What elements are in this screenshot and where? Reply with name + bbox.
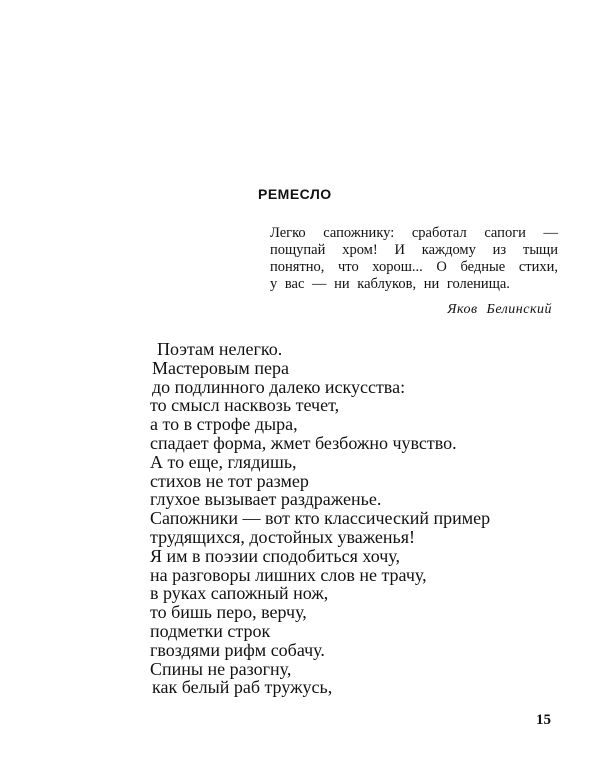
poem-body xyxy=(150,340,490,697)
page-number: 15 xyxy=(536,712,551,728)
epigraph xyxy=(270,225,558,293)
poem-line: спадает форма, жмет безбожно чувство. xyxy=(150,432,457,453)
poem-line: подметки строк xyxy=(150,620,271,641)
poem-line: как белый раб тружусь, xyxy=(152,677,333,698)
poem-line: гвоздями рифм собачу. xyxy=(150,639,325,660)
poem-line: а то в строфе дыра, xyxy=(150,414,298,435)
poem-title: РЕМЕСЛО xyxy=(258,186,332,202)
poem-line: Сапожники — вот кто классический пример xyxy=(150,508,491,529)
poem-line: Спины не разогну, xyxy=(150,658,292,679)
poem-line: трудящихся, достойных уваженья! xyxy=(150,526,416,547)
epigraph-line: Легко сапожнику: сработал сапоги — xyxy=(270,225,558,241)
poem-line: Мастеровым пера xyxy=(152,357,289,378)
epigraph-line: понятно, что хорош... О бедные стихи, xyxy=(270,259,558,275)
poem-line: А то еще, глядишь, xyxy=(150,451,297,472)
poem-line: на разговоры лишних слов не трачу, xyxy=(150,564,427,585)
epigraph-author: Яков Белинский xyxy=(447,302,552,317)
poem-line: до подлинного далеко искусства: xyxy=(152,376,406,397)
poem-line: Поэтам нелегко. xyxy=(157,339,283,359)
poem-line: стихов не тот размер xyxy=(150,470,309,491)
poem-line: в руках сапожный нож, xyxy=(150,583,329,604)
epigraph-line: у вас — ни каблуков, ни голенища. xyxy=(270,276,510,292)
poem-line: то смысл насквозь течет, xyxy=(150,395,340,416)
epigraph-line: пощупай хром! И каждому из тыщи xyxy=(270,242,558,258)
poem-line: глухое вызывает раздраженье. xyxy=(150,489,382,510)
poem-line: Я им в поэзии сподобиться хочу, xyxy=(150,545,400,566)
poem-line: то бишь перо, верчу, xyxy=(150,602,307,623)
